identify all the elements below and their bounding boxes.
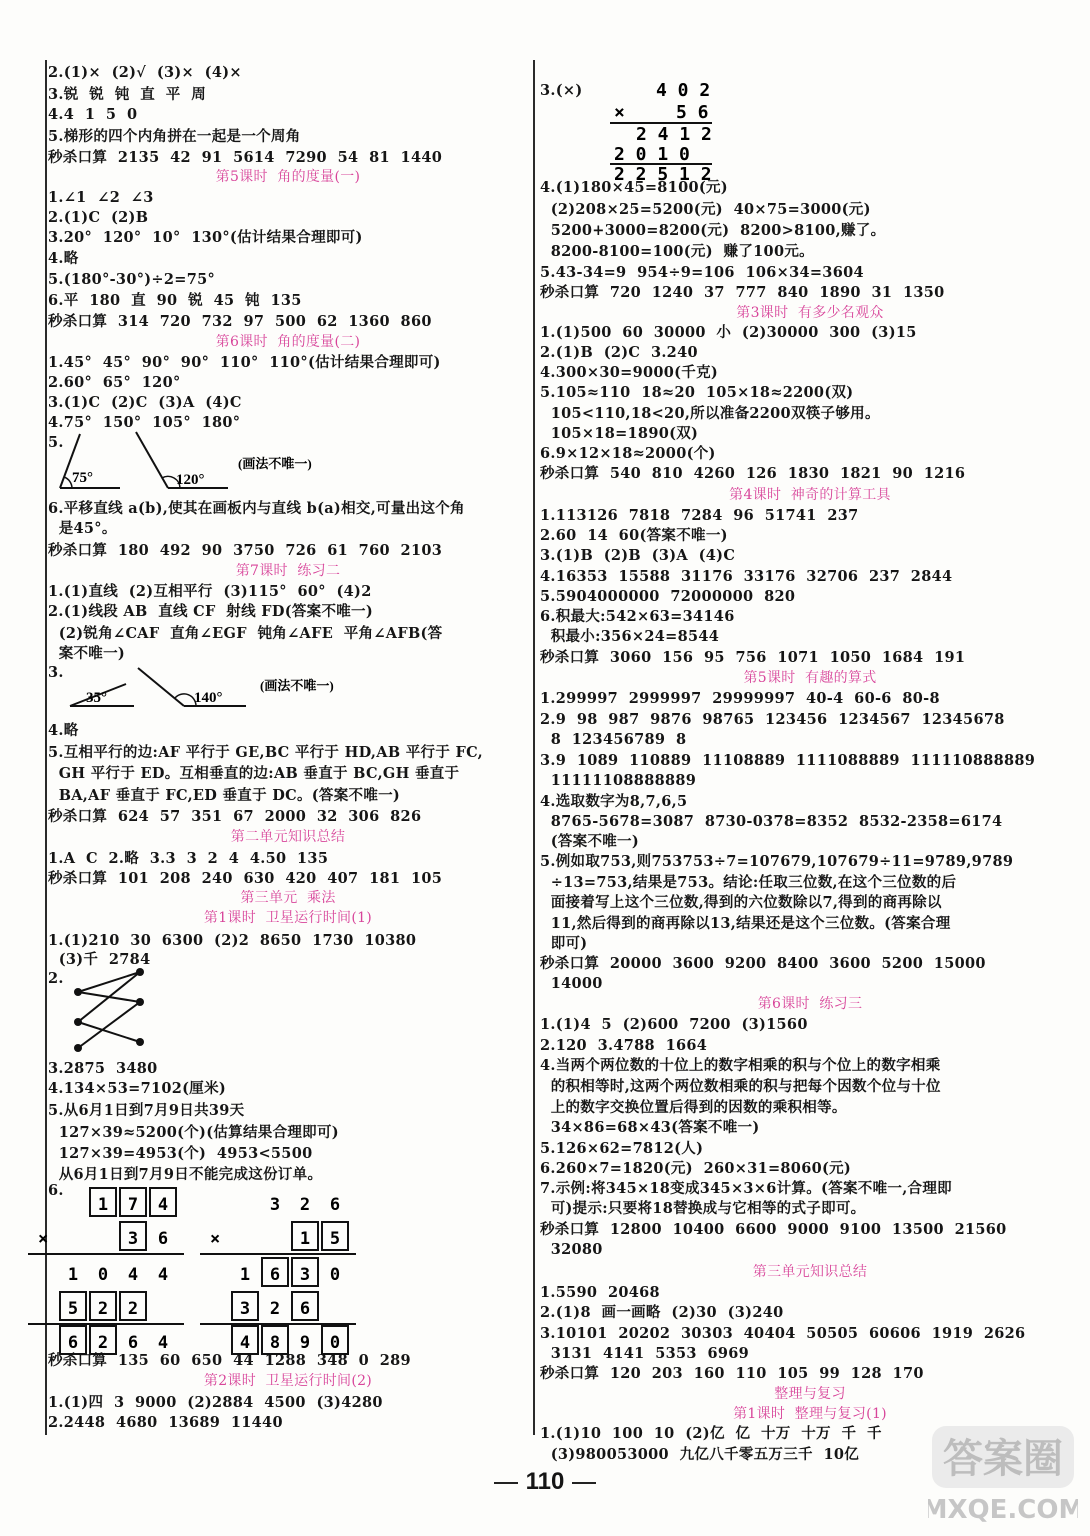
left-answer-line: 1.(1)直线 (2)互相平行 (3)115° 60° (4)2 — [48, 583, 372, 600]
right-answer-line: 5.105≈110 18≈20 105×18≈2200(双) — [540, 384, 854, 401]
right-answer-line: 可)提示:只要将18替换成与它相等的式子即可。 — [540, 1200, 866, 1217]
left-answer-line: 1.A C 2.略 3.3 3 2 4 4.50 135 — [48, 850, 329, 867]
right-answer-line: 秒杀口算 3060 156 95 756 1071 1050 1684 191 — [540, 649, 966, 666]
left-answer-line: 秒杀口算 314 720 732 97 500 62 1360 860 — [48, 313, 432, 330]
left-answer-line: 案不唯一) — [48, 645, 126, 662]
right-answer-line: 8200-8100=100(元) 赚了100元。 — [540, 243, 814, 260]
left-answer-line: 秒杀口算 624 57 351 67 2000 32 306 826 — [48, 808, 422, 825]
digit: 6 — [269, 1265, 281, 1285]
left-answer-line: 3.锐 锐 钝 直 平 周 — [48, 86, 207, 103]
digit: 8 — [269, 1333, 281, 1353]
left-answer-line: 4.略 — [48, 250, 79, 267]
angle-label-120: 120° — [176, 472, 205, 488]
mult-402-result: 2 2 5 1 2 — [614, 164, 712, 185]
left-section-heading: 第7课时 练习二 — [235, 563, 341, 579]
left-section-heading: 第2课时 卫星运行时间(2) — [203, 1373, 373, 1389]
right-answer-line: 的积相等时,这两个两位数相乘的积与把每个因数个位与十位 — [540, 1078, 941, 1095]
right-answer-line: 4.当两个两位数的十位上的数字相乘的积与个位上的数字相乘 — [540, 1057, 941, 1074]
left-answer-line: 2. — [48, 970, 64, 987]
digit: 6 — [299, 1299, 311, 1319]
right-answer-line: (2)208×25=5200(元) 40×75=3000(元) — [540, 201, 871, 218]
left-answer-line: 4.134×53=7102(厘米) — [48, 1080, 227, 1097]
right-answer-line: 14000 — [540, 975, 603, 992]
times-sign: × — [614, 102, 625, 123]
digit: 6 — [157, 1229, 169, 1249]
digit: 2 — [97, 1299, 109, 1319]
left-section-heading: 第1课时 卫星运行时间(1) — [203, 910, 373, 926]
right-answer-line: 4.16353 15588 31176 33176 32706 237 2844 — [540, 568, 953, 585]
right-answer-line: ÷13=753,结果是753。结论:任取三位数,在这个三位数的后 — [540, 874, 957, 891]
right-section-heading: 整理与复习 — [774, 1386, 846, 1402]
vertical-multiplication-174x36 — [28, 1182, 198, 1356]
right-answer-line: 7.示例:将345×18变成345×3×6计算。(答案不唯一,合理即 — [540, 1180, 952, 1197]
mult-402-partial-1: 2 4 1 2 — [636, 124, 712, 145]
right-answer-line: 1.(1)4 5 (2)600 7200 (3)1560 — [540, 1016, 808, 1033]
angle-drawings-35-140 — [70, 664, 470, 724]
right-answer-line: 4.300×30=9000(千克) — [540, 364, 719, 381]
digit: 0 — [97, 1265, 109, 1285]
left-answer-line: 3.2875 3480 — [48, 1060, 158, 1077]
matching-diagram — [70, 970, 160, 1059]
right-answer-line: 11111108888889 — [540, 772, 697, 789]
right-answer-line: 105×18=1890(双) — [540, 425, 699, 442]
right-answer-line: 3.(1)B (2)B (3)A (4)C — [540, 547, 736, 564]
digit: 2 — [97, 1333, 109, 1353]
mult-402-partial-2: 2 0 1 0 — [614, 144, 690, 165]
left-section-heading: 第6课时 角的度量(二) — [215, 334, 361, 350]
right-answer-line: 8765-5678=3087 8730-0378=8352 8532-2358=6174 — [540, 813, 1003, 830]
svg-text:答案圈: 答案圈 — [943, 1436, 1063, 1482]
left-answer-line: 秒杀口算 2135 42 91 5614 7290 54 81 1440 — [48, 149, 443, 166]
left-answer-line: GH 平行于 ED。互相垂直的边:AB 垂直于 BC,GH 垂直于 — [48, 765, 460, 782]
right-answer-line: 5200+3000=8200(元) 8200>8100,赚了。 — [540, 222, 886, 239]
digit: 9 — [299, 1333, 311, 1353]
right-answer-line: 2.(1)8 画一画略 (2)30 (3)240 — [540, 1304, 784, 1321]
svg-text:MXQE.COM: MXQE.COM — [928, 1495, 1078, 1525]
digit: 3 — [269, 1195, 281, 1215]
left-answer-line: 5.互相平行的边:AF 平行于 GE,BC 平行于 HD,AB 平行于 FC, — [48, 744, 484, 761]
digit: 5 — [67, 1299, 79, 1319]
left-answer-line: 秒杀口算 101 208 240 630 420 407 181 105 — [48, 870, 443, 887]
digit: 4 — [157, 1265, 169, 1285]
left-answer-line: 5.从6月1日到7月9日共39天 — [48, 1102, 245, 1119]
right-answer-line: 1.299997 2999997 29999997 40-4 60-6 80-8 — [540, 690, 940, 707]
left-answer-line: 4.略 — [48, 722, 79, 739]
left-answer-line: 秒杀口算 135 60 650 44 1288 348 0 289 — [48, 1352, 411, 1369]
left-answer-line: 127×39=4953(个) 4953<5500 — [48, 1145, 313, 1162]
angle-drawings-75-120 — [60, 430, 500, 504]
left-answer-line: 5.(180°-30°)÷2=75° — [48, 271, 216, 288]
left-answer-line: 是45°。 — [48, 520, 117, 537]
right-answer-line: 秒杀口算 120 203 160 110 105 99 128 170 — [540, 1365, 924, 1382]
page-footer — [0, 1468, 1090, 1496]
digit: 6 — [67, 1333, 79, 1353]
left-answer-line: 6.平移直线 a(b),使其在画板内与直线 b(a)相交,可量出这个角 — [48, 500, 465, 517]
digit: 2 — [127, 1299, 139, 1319]
left-answer-line: 5.梯形的四个内角拼在一起是一个周角 — [48, 128, 301, 145]
digit: 6 — [127, 1333, 139, 1353]
digit: 1 — [97, 1195, 109, 1215]
left-section-heading: 第二单元知识总结 — [230, 829, 346, 845]
digit: 4 — [157, 1333, 169, 1353]
right-answer-line: 4.选取数字为8,7,6,5 — [540, 793, 688, 810]
right-answer-line: 2.(1)B (2)C 3.240 — [540, 344, 698, 361]
right-section-heading: 第三单元知识总结 — [752, 1264, 868, 1280]
digit: 0 — [329, 1265, 341, 1285]
right-answer-line: 3.(×) — [540, 82, 583, 99]
right-answer-line: (3)980053000 九亿八千零五万三千 10亿 — [540, 1446, 860, 1463]
right-answer-line: 1.(1)500 60 30000 小 (2)30000 300 (3)15 — [540, 324, 917, 341]
digit: 1 — [299, 1229, 311, 1249]
right-section-heading: 第3课时 有多少名观众 — [736, 305, 884, 321]
right-answer-line: 32080 — [540, 1241, 603, 1258]
left-answer-line: 2.(1)线段 AB 直线 CF 射线 FD(答案不唯一) — [48, 603, 374, 620]
mult-402-factor-b: 5 6 — [676, 102, 709, 123]
right-answer-line: 3.10101 20202 30303 40404 50505 60606 1919 2626 — [540, 1325, 1026, 1342]
right-answer-line: 6.260×7=1820(元) 260×31=8060(元) — [540, 1160, 852, 1177]
left-answer-line: 从6月1日到7月9日不能完成这份订单。 — [48, 1166, 323, 1183]
digit: 4 — [157, 1195, 169, 1215]
left-answer-line: 2.60° 65° 120° — [48, 374, 181, 391]
right-answer-line: 11,然后得到的商再除以13,结果还是这个三位数。(答案合理 — [540, 915, 951, 932]
vertical-multiplication-326x15 — [200, 1182, 370, 1356]
left-answer-line: 2.(1)C (2)B — [48, 209, 149, 226]
drawing-note: (画法不唯一) — [238, 456, 312, 471]
vertical-multiplication-402x56 — [600, 78, 720, 186]
digit: 4 — [239, 1333, 251, 1353]
digit: 7 — [127, 1195, 139, 1215]
digit: 5 — [329, 1229, 341, 1249]
mult-402-factor-a: 4 0 2 — [656, 80, 711, 101]
digit: 3 — [239, 1299, 251, 1319]
right-answer-line: 4.(1)180×45=8100(元) — [540, 179, 728, 196]
left-answer-line: (2)锐角∠CAF 直角∠EGF 钝角∠AFE 平角∠AFB(答 — [48, 625, 443, 642]
right-answer-line: 即可) — [540, 935, 588, 952]
left-answer-line: 3. — [48, 664, 64, 681]
left-answer-line: BA,AF 垂直于 FC,ED 垂直于 DC。(答案不唯一) — [48, 787, 401, 804]
right-answer-line: 2.120 3.4788 1664 — [540, 1037, 708, 1054]
times-sign: × — [210, 1229, 221, 1249]
right-answer-line: 面接着写上这个三位数,得到的六位数除以7,得到的商再除以 — [540, 894, 942, 911]
left-answer-line: 3.20° 120° 10° 130°(估计结果合理即可) — [48, 229, 363, 246]
digit: 6 — [329, 1195, 341, 1215]
right-section-heading: 第5课时 有趣的算式 — [743, 670, 877, 686]
angle-label-35: 35° — [86, 690, 107, 706]
right-answer-line: 上的数字交换位置后得到的因数的乘积相等。 — [540, 1099, 847, 1116]
right-answer-line: 1.(1)10 100 10 (2)亿 亿 十万 十万 千 千 — [540, 1425, 882, 1442]
right-answer-line: 2.9 98 987 9876 98765 123456 1234567 12345678 — [540, 711, 1005, 728]
left-answer-line: 秒杀口算 180 492 90 3750 726 61 760 2103 — [48, 542, 443, 559]
digit: 2 — [299, 1195, 311, 1215]
digit: 1 — [67, 1265, 79, 1285]
column-divider — [533, 60, 535, 1435]
right-answer-line: 5.5904000000 72000000 820 — [540, 588, 796, 605]
right-answer-line: 5.43-34=9 954÷9=106 106×34=3604 — [540, 264, 864, 281]
left-section-heading: 第5课时 角的度量(一) — [215, 169, 361, 185]
right-answer-line: 1.5590 20468 — [540, 1284, 660, 1301]
left-answer-line: 2.(1)× (2)√ (3)× (4)× — [48, 64, 242, 81]
page-number: 110 — [525, 1468, 565, 1495]
right-answer-line: (答案不唯一) — [540, 833, 640, 850]
left-answer-line: 1.∠1 ∠2 ∠3 — [48, 189, 154, 206]
right-answer-line: 秒杀口算 720 1240 37 777 840 1890 31 1350 — [540, 284, 945, 301]
right-answer-line: 5.126×62=7812(人) — [540, 1140, 704, 1157]
angle-label-140: 140° — [194, 690, 223, 706]
left-answer-line: 4.4 1 5 0 — [48, 106, 138, 123]
left-answer-line: 6.平 180 直 90 锐 45 钝 135 — [48, 292, 302, 309]
right-answer-line: 5.例如取753,则753753÷7=107679,107679÷11=9789,9789 — [540, 853, 1014, 870]
digit: 2 — [269, 1299, 281, 1319]
left-answer-line: 3.(1)C (2)C (3)A (4)C — [48, 394, 242, 411]
left-answer-line: 5. — [48, 434, 64, 451]
left-section-heading: 第三单元 乘法 — [240, 890, 336, 906]
left-answer-line: 1.(1)四 3 9000 (2)2884 4500 (3)4280 — [48, 1394, 383, 1411]
right-answer-line: 6.9×12×18≈2000(个) — [540, 445, 716, 462]
right-answer-line: 8 123456789 8 — [540, 731, 687, 748]
right-section-heading: 第1课时 整理与复习(1) — [733, 1406, 887, 1422]
watermark-logo — [928, 1418, 1078, 1528]
digit: 4 — [127, 1265, 139, 1285]
right-answer-line: 6.积最大:542×63=34146 — [540, 608, 735, 625]
right-answer-line: 积最小:356×24=8544 — [540, 628, 720, 645]
right-answer-line: 34×86=68×43(答案不唯一) — [540, 1119, 760, 1136]
digit: 0 — [329, 1333, 341, 1353]
times-sign: × — [38, 1229, 49, 1249]
right-answer-line: 秒杀口算 540 810 4260 126 1830 1821 90 1216 — [540, 465, 966, 482]
angle-label-75: 75° — [72, 470, 93, 486]
right-section-heading: 第4课时 神奇的计算工具 — [729, 487, 891, 503]
right-answer-line: 1.113126 7818 7284 96 51741 237 — [540, 507, 859, 524]
right-answer-line: 2.60 14 60(答案不唯一) — [540, 527, 728, 544]
left-answer-line: 4.75° 150° 105° 180° — [48, 414, 241, 431]
left-answer-line: 1.45° 45° 90° 90° 110° 110°(估计结果合理即可) — [48, 354, 441, 371]
digit: 3 — [127, 1229, 139, 1249]
left-answer-line: 1.(1)210 30 6300 (2)2 8650 1730 10380 — [48, 932, 417, 949]
right-answer-line: 3.9 1089 110889 11108889 1111088889 111110888889 — [540, 752, 1036, 769]
digit: 1 — [239, 1265, 251, 1285]
left-answer-line: 2.2448 4680 13689 11440 — [48, 1414, 283, 1431]
right-answer-line: 秒杀口算 20000 3600 9200 8400 3600 5200 15000 — [540, 955, 986, 972]
right-answer-line: 秒杀口算 12800 10400 6600 9000 9100 13500 21560 — [540, 1221, 1007, 1238]
right-answer-line: 105<110,18<20,所以准备2200双筷子够用。 — [540, 405, 880, 422]
left-answer-line: 127×39≈5200(个)(估算结果合理即可) — [48, 1124, 339, 1141]
left-answer-line: (3)千 2784 — [48, 951, 151, 968]
digit: 3 — [299, 1265, 311, 1285]
right-answer-line: 3131 4141 5353 6969 — [540, 1345, 750, 1362]
left-answer-line: 6. — [48, 1182, 64, 1199]
drawing-note-2: (画法不唯一) — [260, 678, 334, 693]
right-section-heading: 第6课时 练习三 — [757, 996, 863, 1012]
